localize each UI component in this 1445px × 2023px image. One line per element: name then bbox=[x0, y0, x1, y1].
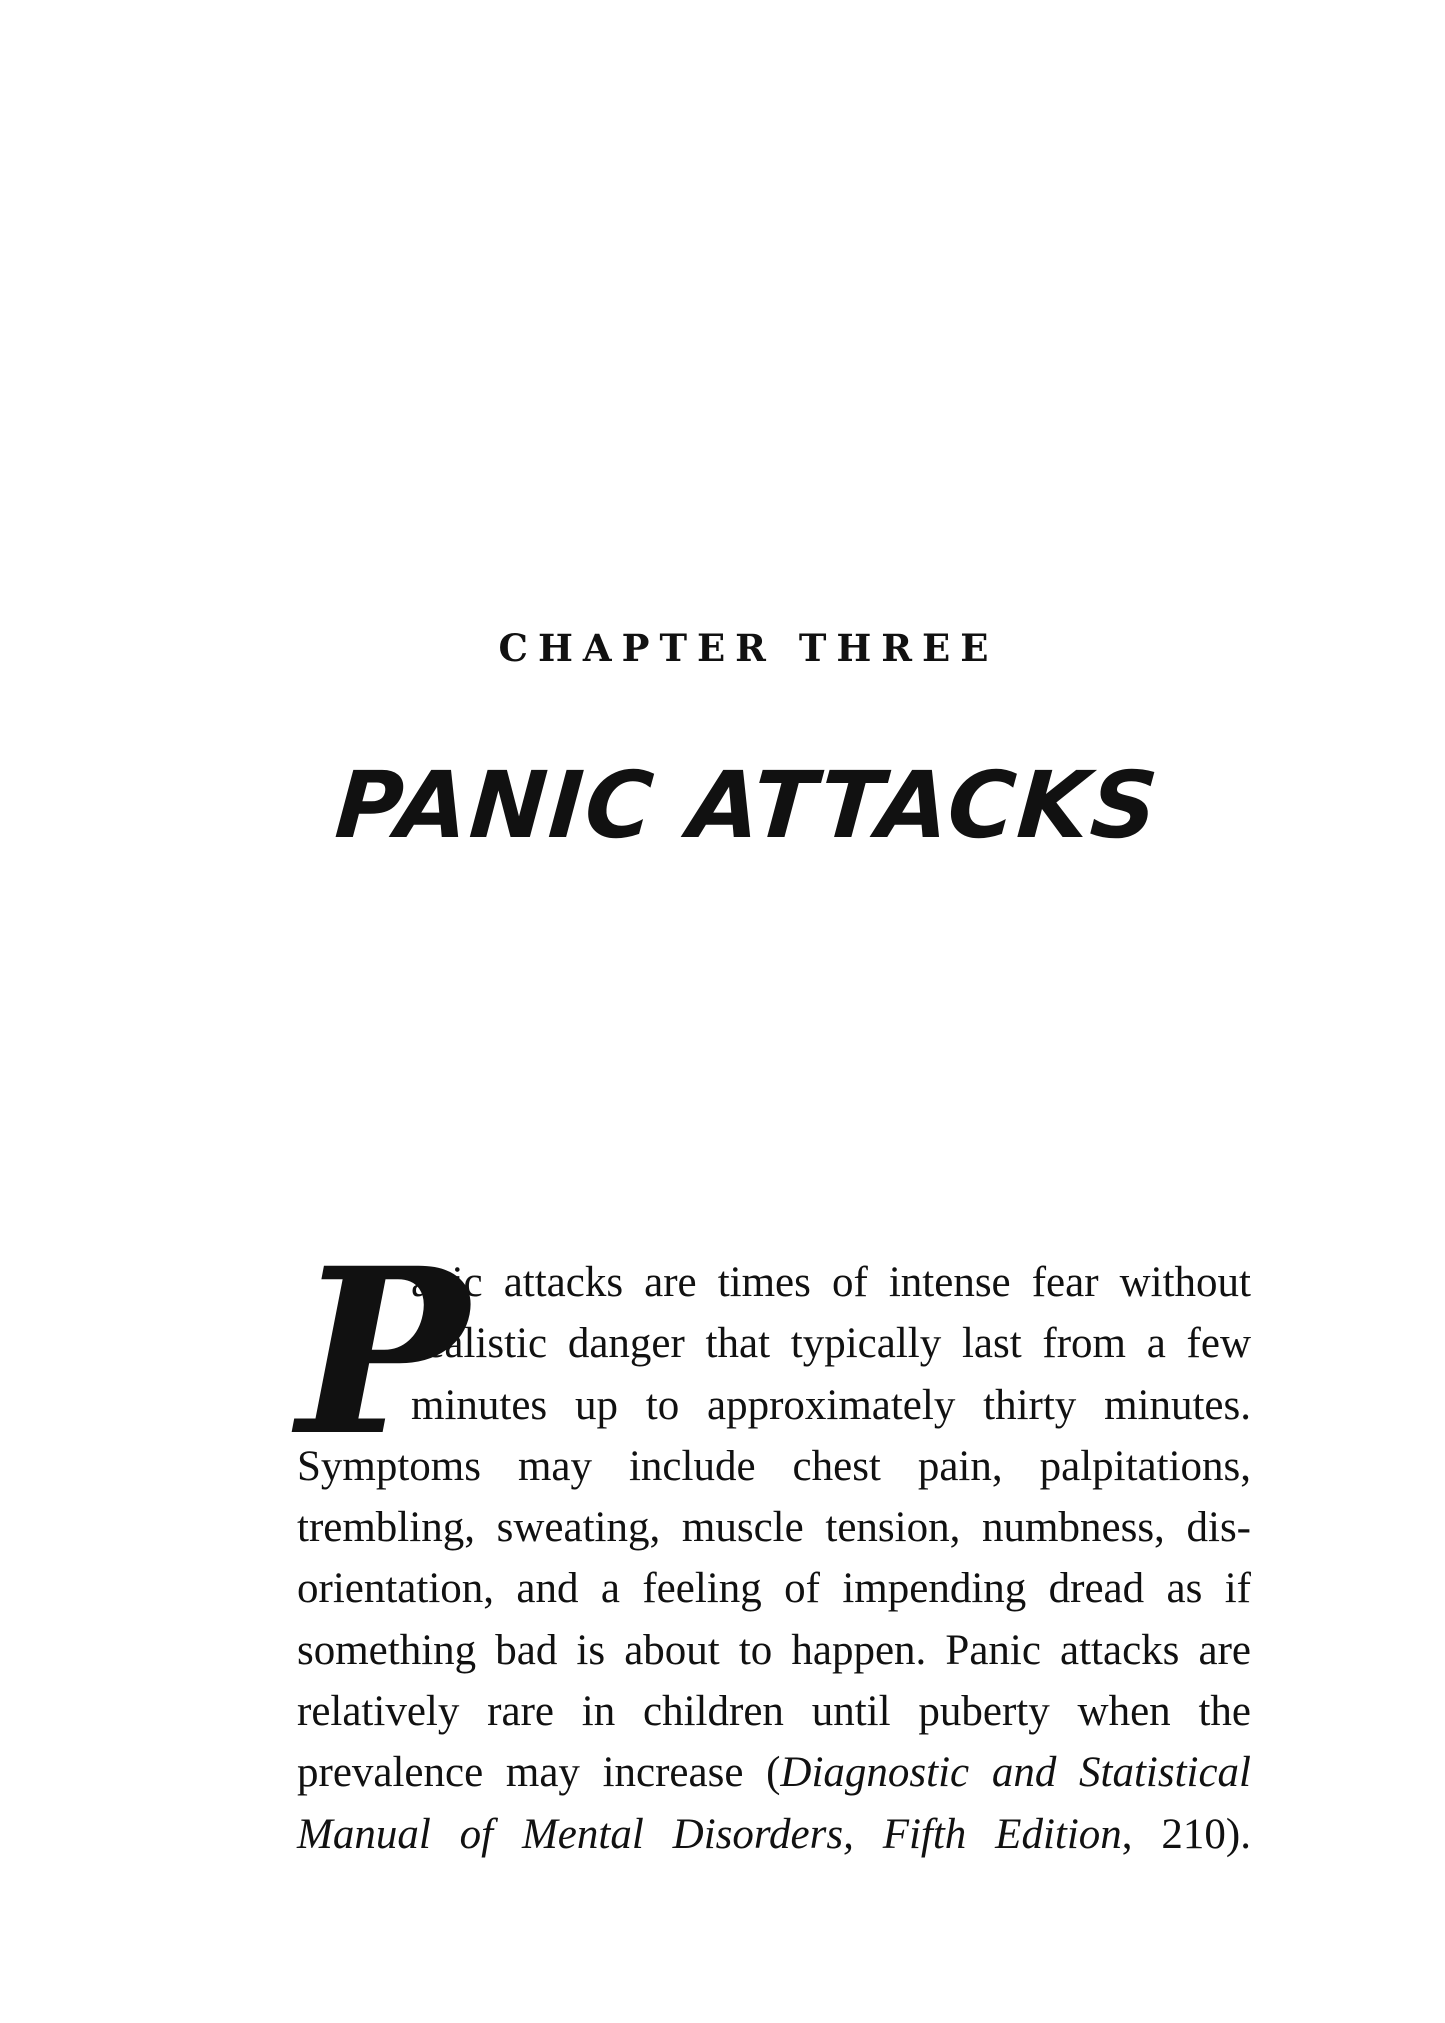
chapter-title: PANIC ATTACKS bbox=[332, 752, 1163, 859]
body-paragraph bbox=[297, 1218, 1251, 1865]
paragraph-line: relatively rare in children until puberty when the bbox=[297, 1688, 1251, 1736]
citation-page: , 210). bbox=[1121, 1810, 1251, 1858]
paragraph-line: trembling, sweating, muscle tension, numbness, dis- bbox=[297, 1504, 1251, 1552]
drop-cap: P bbox=[297, 1218, 469, 1486]
paragraph-line: realistic danger that typically last from a few bbox=[411, 1320, 1251, 1368]
paragraph-line bbox=[297, 1742, 1251, 1803]
paragraph-line: anic attacks are times of intense fear without bbox=[411, 1259, 1251, 1306]
paragraph-line: something bad is about to happen. Panic attacks are bbox=[297, 1626, 1251, 1674]
paragraph-line: orientation, and a feeling of impending dread as if bbox=[297, 1565, 1251, 1613]
citation-title: Diagnostic and Statistical bbox=[780, 1749, 1251, 1797]
citation-title: Manual of Mental Disorders, Fifth Edition bbox=[297, 1810, 1122, 1858]
paragraph-line: Symptoms may include chest pain, palpitations, bbox=[297, 1442, 1251, 1490]
paragraph-line bbox=[297, 1804, 1251, 1865]
paragraph-text: prevalence may increase ( bbox=[297, 1749, 781, 1797]
chapter-label: CHAPTER THREE bbox=[498, 626, 999, 670]
paragraph-line: minutes up to approximately thirty minutes. bbox=[411, 1381, 1251, 1429]
